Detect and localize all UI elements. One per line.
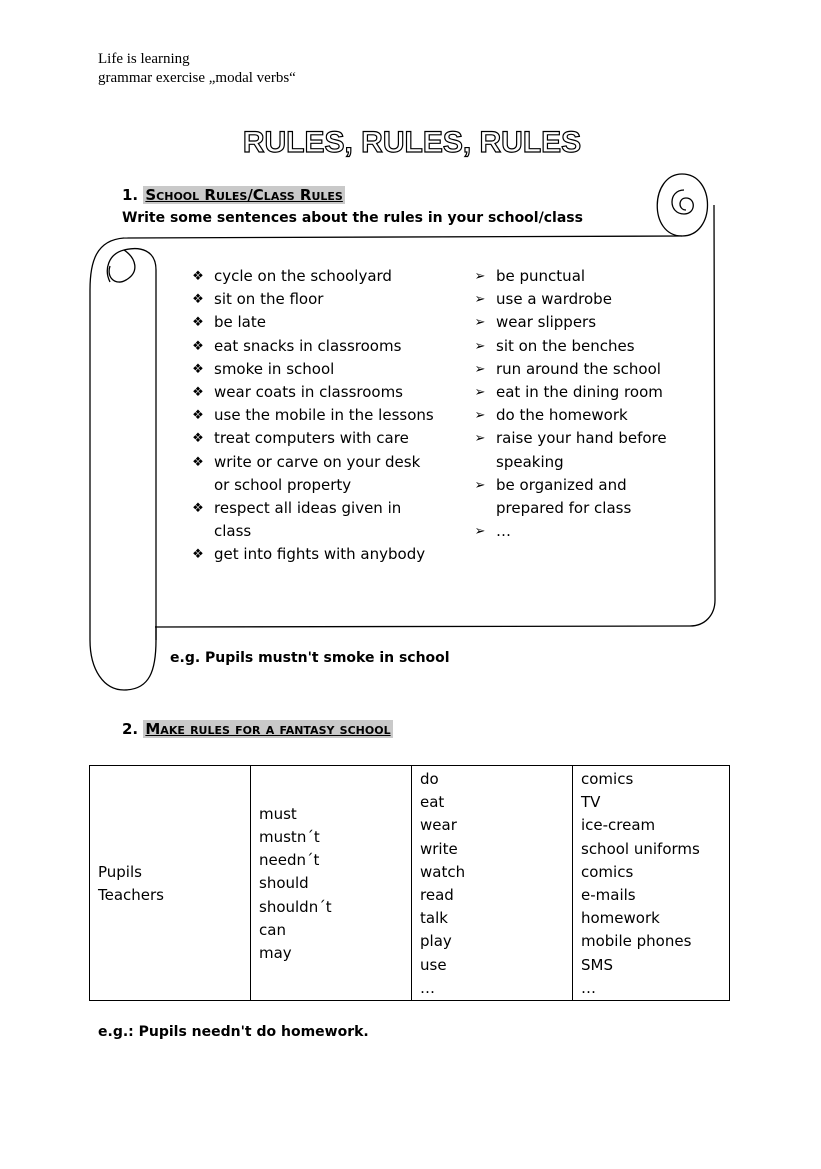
arrowhead-icon: ➢ — [474, 315, 486, 331]
section-1-heading — [122, 186, 345, 204]
verb-item: talk — [420, 909, 448, 928]
rule-item — [188, 288, 438, 311]
rule-text: sit on the benches — [496, 336, 635, 355]
rule-text: respect all ideas given in class — [214, 499, 402, 541]
verb-item: write — [420, 839, 458, 858]
object-item: homework — [581, 909, 660, 928]
rule-text: sit on the floor — [214, 290, 324, 309]
rule-text: write or carve on your desk or school property — [214, 452, 421, 494]
object-item: SMS — [581, 955, 613, 974]
diamond-four-point-icon: ❖ — [192, 431, 204, 447]
modal-item: can — [259, 920, 286, 939]
rule-text: use the mobile in the lessons — [214, 406, 434, 425]
diamond-four-point-icon: ❖ — [192, 454, 204, 470]
object-item: ice-cream — [581, 816, 656, 835]
rule-text: be punctual — [496, 267, 586, 285]
diamond-four-point-icon: ❖ — [192, 292, 204, 308]
arrowhead-icon: ➢ — [474, 361, 486, 377]
rule-item — [188, 358, 438, 381]
rule-text: smoke in school — [214, 359, 335, 378]
verbs-cell — [412, 766, 573, 1001]
modal-item: shouldn´t — [259, 897, 332, 916]
rule-item — [470, 427, 690, 473]
arrowhead-icon: ➢ — [474, 292, 486, 308]
rule-item — [470, 358, 690, 381]
verb-item: do — [420, 770, 439, 788]
section-1-instruction: Write some sentences about the rules in your school/class — [122, 210, 583, 226]
verb-item: play — [420, 932, 452, 951]
rule-text: use a wardrobe — [496, 290, 612, 309]
rule-item — [188, 335, 438, 358]
rule-text: raise your hand before speaking — [496, 429, 667, 471]
object-item: comics — [581, 770, 634, 788]
diamond-four-point-icon: ❖ — [192, 385, 204, 401]
rule-item — [188, 543, 438, 566]
diamond-four-point-icon: ❖ — [192, 361, 204, 377]
modal-item: mustn´t — [259, 828, 320, 846]
rule-text: be late — [214, 313, 266, 332]
rule-item — [470, 474, 690, 520]
rule-text: wear coats in classrooms — [214, 383, 404, 402]
rule-item — [188, 451, 438, 497]
rule-item — [470, 311, 690, 334]
section-1-title: School Rules/Class Rules — [145, 186, 343, 204]
arrowhead-icon: ➢ — [474, 524, 486, 540]
diamond-four-point-icon: ❖ — [192, 315, 204, 331]
rule-text: be organized and prepared for class — [496, 475, 632, 518]
rule-text: run around the school — [496, 359, 661, 378]
modals-column — [259, 803, 403, 965]
right-rules-list — [470, 265, 690, 543]
objects-cell — [573, 766, 730, 1001]
diamond-four-point-icon: ❖ — [192, 408, 204, 424]
arrowhead-icon: ➢ — [474, 408, 486, 424]
arrowhead-icon: ➢ — [474, 431, 486, 447]
rule-item — [470, 265, 690, 288]
rule-item — [470, 335, 690, 358]
header-line-1: Life is learning — [98, 51, 190, 67]
verbs-column — [420, 768, 564, 1000]
section-2-title: Make rules for a fantasy school — [145, 720, 391, 738]
rule-text: eat snacks in classrooms — [214, 336, 402, 355]
objects-column — [581, 768, 721, 1000]
subject-item: Teachers — [98, 886, 164, 905]
subjects-column — [98, 861, 242, 907]
modal-item: should — [259, 874, 309, 893]
diamond-four-point-icon: ❖ — [192, 501, 204, 517]
rule-text: get into fights with anybody — [214, 545, 426, 564]
diamond-four-point-icon: ❖ — [192, 269, 204, 284]
fantasy-school-table — [89, 765, 730, 1001]
section-2-number: 2. — [122, 720, 139, 738]
rule-item — [470, 520, 690, 543]
section-2-example: e.g.: Pupils needn't do homework. — [98, 1024, 369, 1040]
arrowhead-icon: ➢ — [474, 269, 486, 284]
worksheet-title: RULES, RULES, RULES — [242, 126, 582, 159]
object-item: comics — [581, 862, 634, 881]
modal-item: must — [259, 804, 297, 823]
rule-item — [188, 381, 438, 404]
verb-item: read — [420, 886, 454, 905]
rule-item — [470, 288, 690, 311]
rule-text: do the homework — [496, 406, 628, 425]
rule-text: treat computers with care — [214, 429, 409, 448]
worksheet-title-graphic — [0, 0, 821, 200]
header-line-2: grammar exercise „modal verbs“ — [98, 70, 296, 86]
verb-item: watch — [420, 862, 466, 881]
rule-item — [188, 404, 438, 427]
section-1-example: e.g. Pupils mustn't smoke in school — [170, 650, 450, 666]
rule-item — [188, 497, 438, 543]
arrowhead-icon: ➢ — [474, 338, 486, 354]
modals-cell — [251, 766, 412, 1001]
arrowhead-icon: ➢ — [474, 385, 486, 401]
left-rules-list — [188, 265, 438, 567]
verb-item: … — [420, 978, 435, 997]
rule-item — [188, 427, 438, 450]
object-item: TV — [581, 793, 601, 812]
object-item: mobile phones — [581, 932, 692, 951]
verb-item: wear — [420, 816, 457, 835]
object-item: school uniforms — [581, 839, 700, 858]
subject-item: Pupils — [98, 862, 142, 881]
arrowhead-icon: ➢ — [474, 477, 486, 493]
rule-text: … — [496, 522, 511, 541]
rule-item — [188, 265, 438, 288]
rule-item — [470, 381, 690, 404]
modal-item: may — [259, 944, 292, 963]
subjects-cell — [90, 766, 251, 1001]
rule-text: cycle on the schoolyard — [214, 267, 392, 285]
rule-text: eat in the dining room — [496, 383, 663, 402]
verb-item: eat — [420, 793, 445, 812]
section-1-number: 1. — [122, 186, 139, 204]
verb-item: use — [420, 955, 447, 974]
section-2-heading — [122, 720, 393, 738]
object-item: … — [581, 978, 596, 997]
object-item: e-mails — [581, 886, 636, 905]
rule-item — [188, 311, 438, 334]
modal-item: needn´t — [259, 851, 320, 870]
diamond-four-point-icon: ❖ — [192, 338, 204, 354]
rule-item — [470, 404, 690, 427]
rule-text: wear slippers — [496, 313, 597, 332]
diamond-four-point-icon: ❖ — [192, 547, 204, 563]
